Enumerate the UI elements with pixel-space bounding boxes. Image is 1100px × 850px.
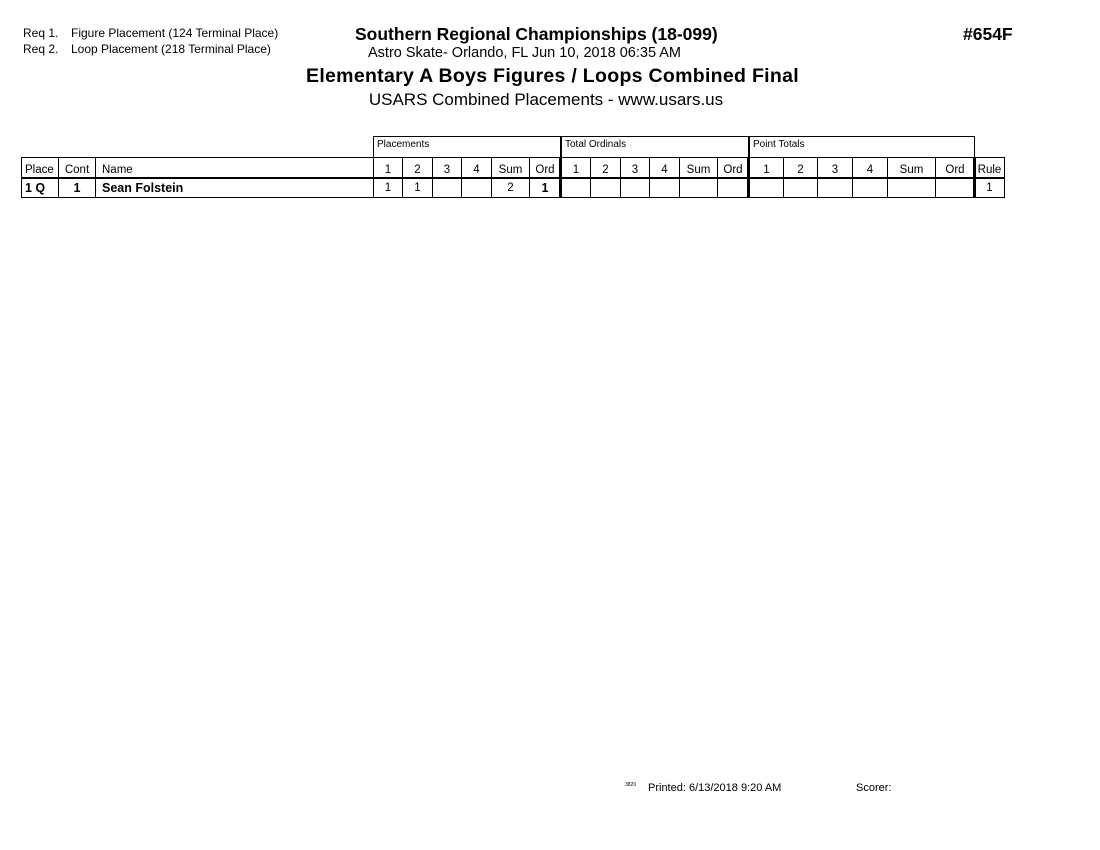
- requirement-2-text: Loop Placement (218 Terminal Place): [71, 42, 271, 56]
- col-header-name: Name: [95, 157, 374, 178]
- col-header-placement-2: 2: [402, 157, 433, 178]
- cell-points-2: [783, 178, 818, 198]
- col-header-ordinal-4: 4: [649, 157, 680, 178]
- col-header-cont: Cont: [58, 157, 96, 178]
- cell-placement-1: 1: [373, 178, 403, 198]
- cell-ordinal-2: [590, 178, 621, 198]
- col-header-points-2: 2: [783, 157, 818, 178]
- requirement-1: [23, 26, 278, 40]
- venue-date: Astro Skate- Orlando, FL Jun 10, 2018 06:35 AM: [368, 45, 682, 61]
- cell-placement-3: [432, 178, 462, 198]
- col-header-placement-ord: Ord: [529, 157, 561, 178]
- cell-rule: 1: [974, 178, 1005, 198]
- section-divider-rule: [973, 157, 976, 198]
- col-header-points-ord: Ord: [935, 157, 975, 178]
- cell-ordinal-4: [649, 178, 680, 198]
- col-header-placement-1: 1: [373, 157, 403, 178]
- requirement-1-text: Figure Placement (124 Terminal Place): [71, 26, 279, 40]
- cell-placement-sum: 2: [491, 178, 530, 198]
- cell-name: Sean Folstein: [95, 178, 374, 198]
- group-point-totals: Point Totals: [749, 136, 975, 157]
- cell-placement-4: [461, 178, 492, 198]
- section-divider-points: [747, 157, 750, 198]
- col-header-points-1: 1: [749, 157, 784, 178]
- col-header-points-3: 3: [817, 157, 853, 178]
- cell-points-3: [817, 178, 853, 198]
- col-header-ordinal-ord: Ord: [717, 157, 749, 178]
- cell-points-1: [749, 178, 784, 198]
- event-title: Southern Regional Championships (18-099): [355, 24, 718, 44]
- col-header-points-sum: Sum: [887, 157, 936, 178]
- col-header-ordinal-sum: Sum: [679, 157, 718, 178]
- cell-points-sum: [887, 178, 936, 198]
- col-header-placement-3: 3: [432, 157, 462, 178]
- requirement-2: [23, 42, 271, 56]
- col-header-ordinal-1: 1: [561, 157, 591, 178]
- group-total-ordinals: Total Ordinals: [561, 136, 749, 157]
- col-header-points-4: 4: [852, 157, 888, 178]
- cell-ordinal-sum: [679, 178, 718, 198]
- requirement-2-number: Req 2.: [23, 42, 59, 56]
- cell-ordinal-ord: [717, 178, 749, 198]
- cell-ordinal-3: [620, 178, 650, 198]
- subtitle: USARS Combined Placements - www.usars.us: [368, 90, 724, 109]
- final-title: Elementary A Boys Figures / Loops Combined Final: [306, 65, 799, 87]
- footer-code: 3820: [625, 782, 637, 788]
- col-header-rule: Rule: [974, 157, 1005, 178]
- col-header-placement-4: 4: [461, 157, 492, 178]
- cell-place: 1 Q: [21, 178, 59, 198]
- scorer-label: Scorer:: [856, 782, 892, 794]
- group-placements: Placements: [373, 136, 561, 157]
- cell-cont: 1: [58, 178, 96, 198]
- cell-points-4: [852, 178, 888, 198]
- col-header-placement-sum: Sum: [491, 157, 530, 178]
- cell-points-ord: [935, 178, 975, 198]
- printed-timestamp: Printed: 6/13/2018 9:20 AM: [648, 782, 782, 794]
- cell-placement-ord: 1: [529, 178, 561, 198]
- col-header-ordinal-3: 3: [620, 157, 650, 178]
- col-header-ordinal-2: 2: [590, 157, 621, 178]
- col-header-place: Place: [21, 157, 59, 178]
- cell-placement-2: 1: [402, 178, 433, 198]
- requirement-1-number: Req 1.: [23, 26, 59, 40]
- section-divider-ordinals: [559, 157, 562, 198]
- event-number: #654F: [963, 24, 1013, 44]
- cell-ordinal-1: [561, 178, 591, 198]
